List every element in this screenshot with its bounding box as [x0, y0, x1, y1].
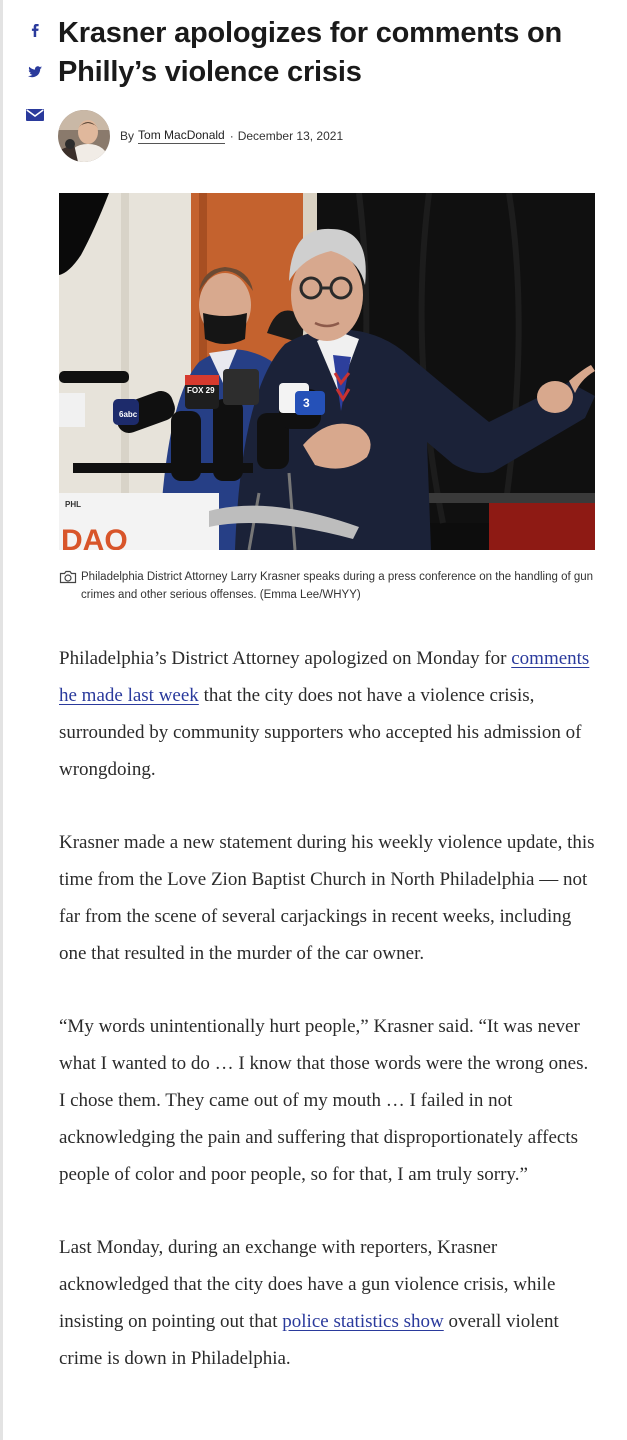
caption-text: Philadelphia District Attorney Larry Krasner speaks during a press conference on the handling of gun crimes and other serious offenses. (Emma Lee/WHYY) — [81, 571, 594, 601]
twitter-icon — [20, 56, 50, 86]
paragraph-3: “My words unintentionally hurt people,” Krasner said. “It was never what I wanted to do … I know that those words were the wrong ones. I chose them. They came out of my mouth … I failed in not acknowledging the pain and suffering that disproportionately affects people of color and poor people, so for that, I am truly sorry.” — [59, 1016, 589, 1185]
mic-label-6abc: 6abc — [119, 410, 138, 419]
mic-label-dao: DAO — [61, 524, 128, 550]
twitter-share-button[interactable] — [20, 56, 50, 86]
paragraph-4-text-before: Last Monday, during an exchange with reporters, Krasner acknowledged that the city does have a gun violence crisis, while insisting on pointing out that — [59, 1237, 556, 1332]
publish-date: December 13, 2021 — [237, 129, 344, 143]
byline-separator: · — [229, 129, 234, 143]
author-avatar[interactable] — [58, 110, 110, 162]
article-headline: Krasner apologizes for comments on Philly’s violence crisis — [58, 17, 563, 88]
photo-caption — [59, 568, 599, 604]
facebook-share-button[interactable] — [20, 16, 50, 46]
byline-prefix: By — [120, 129, 135, 143]
byline-text — [120, 128, 343, 144]
email-share-button[interactable] — [20, 100, 50, 130]
paragraph-4 — [59, 1229, 599, 1377]
paragraph-1-text-before: Philadelphia’s District Attorney apologized on Monday for — [59, 648, 512, 669]
lead-photo — [59, 193, 595, 550]
page-left-border — [0, 0, 3, 1440]
comments-last-week-link[interactable]: comments he made last week — [59, 648, 590, 706]
police-statistics-link[interactable]: police statistics show — [282, 1311, 444, 1332]
author-link[interactable]: Tom MacDonald — [138, 128, 225, 142]
facebook-icon — [20, 16, 50, 46]
paragraph-4-text-after: overall violent crime is down in Philadelphia. — [59, 1311, 559, 1369]
article-body — [59, 640, 599, 1413]
mic-label-phl: PHL — [65, 500, 81, 509]
camera-icon — [59, 570, 81, 604]
mic-label-fox29: FOX 29 — [187, 386, 215, 395]
paragraph-2: Krasner made a new statement during his weekly violence update, this time from the Love Zion Baptist Church in North Philadelphia — not far from the scene of several carjackings in recent weeks, including one that resulted in the murder of the car owner. — [59, 832, 595, 964]
byline — [58, 110, 343, 162]
mic-label-3: 3 — [303, 396, 310, 410]
paragraph-1-text-after: that the city does not have a violence crisis, surrounded by community supporters who accepted his admission of wrongdoing. — [59, 685, 582, 780]
paragraph-1 — [59, 640, 599, 788]
email-icon — [20, 100, 50, 130]
